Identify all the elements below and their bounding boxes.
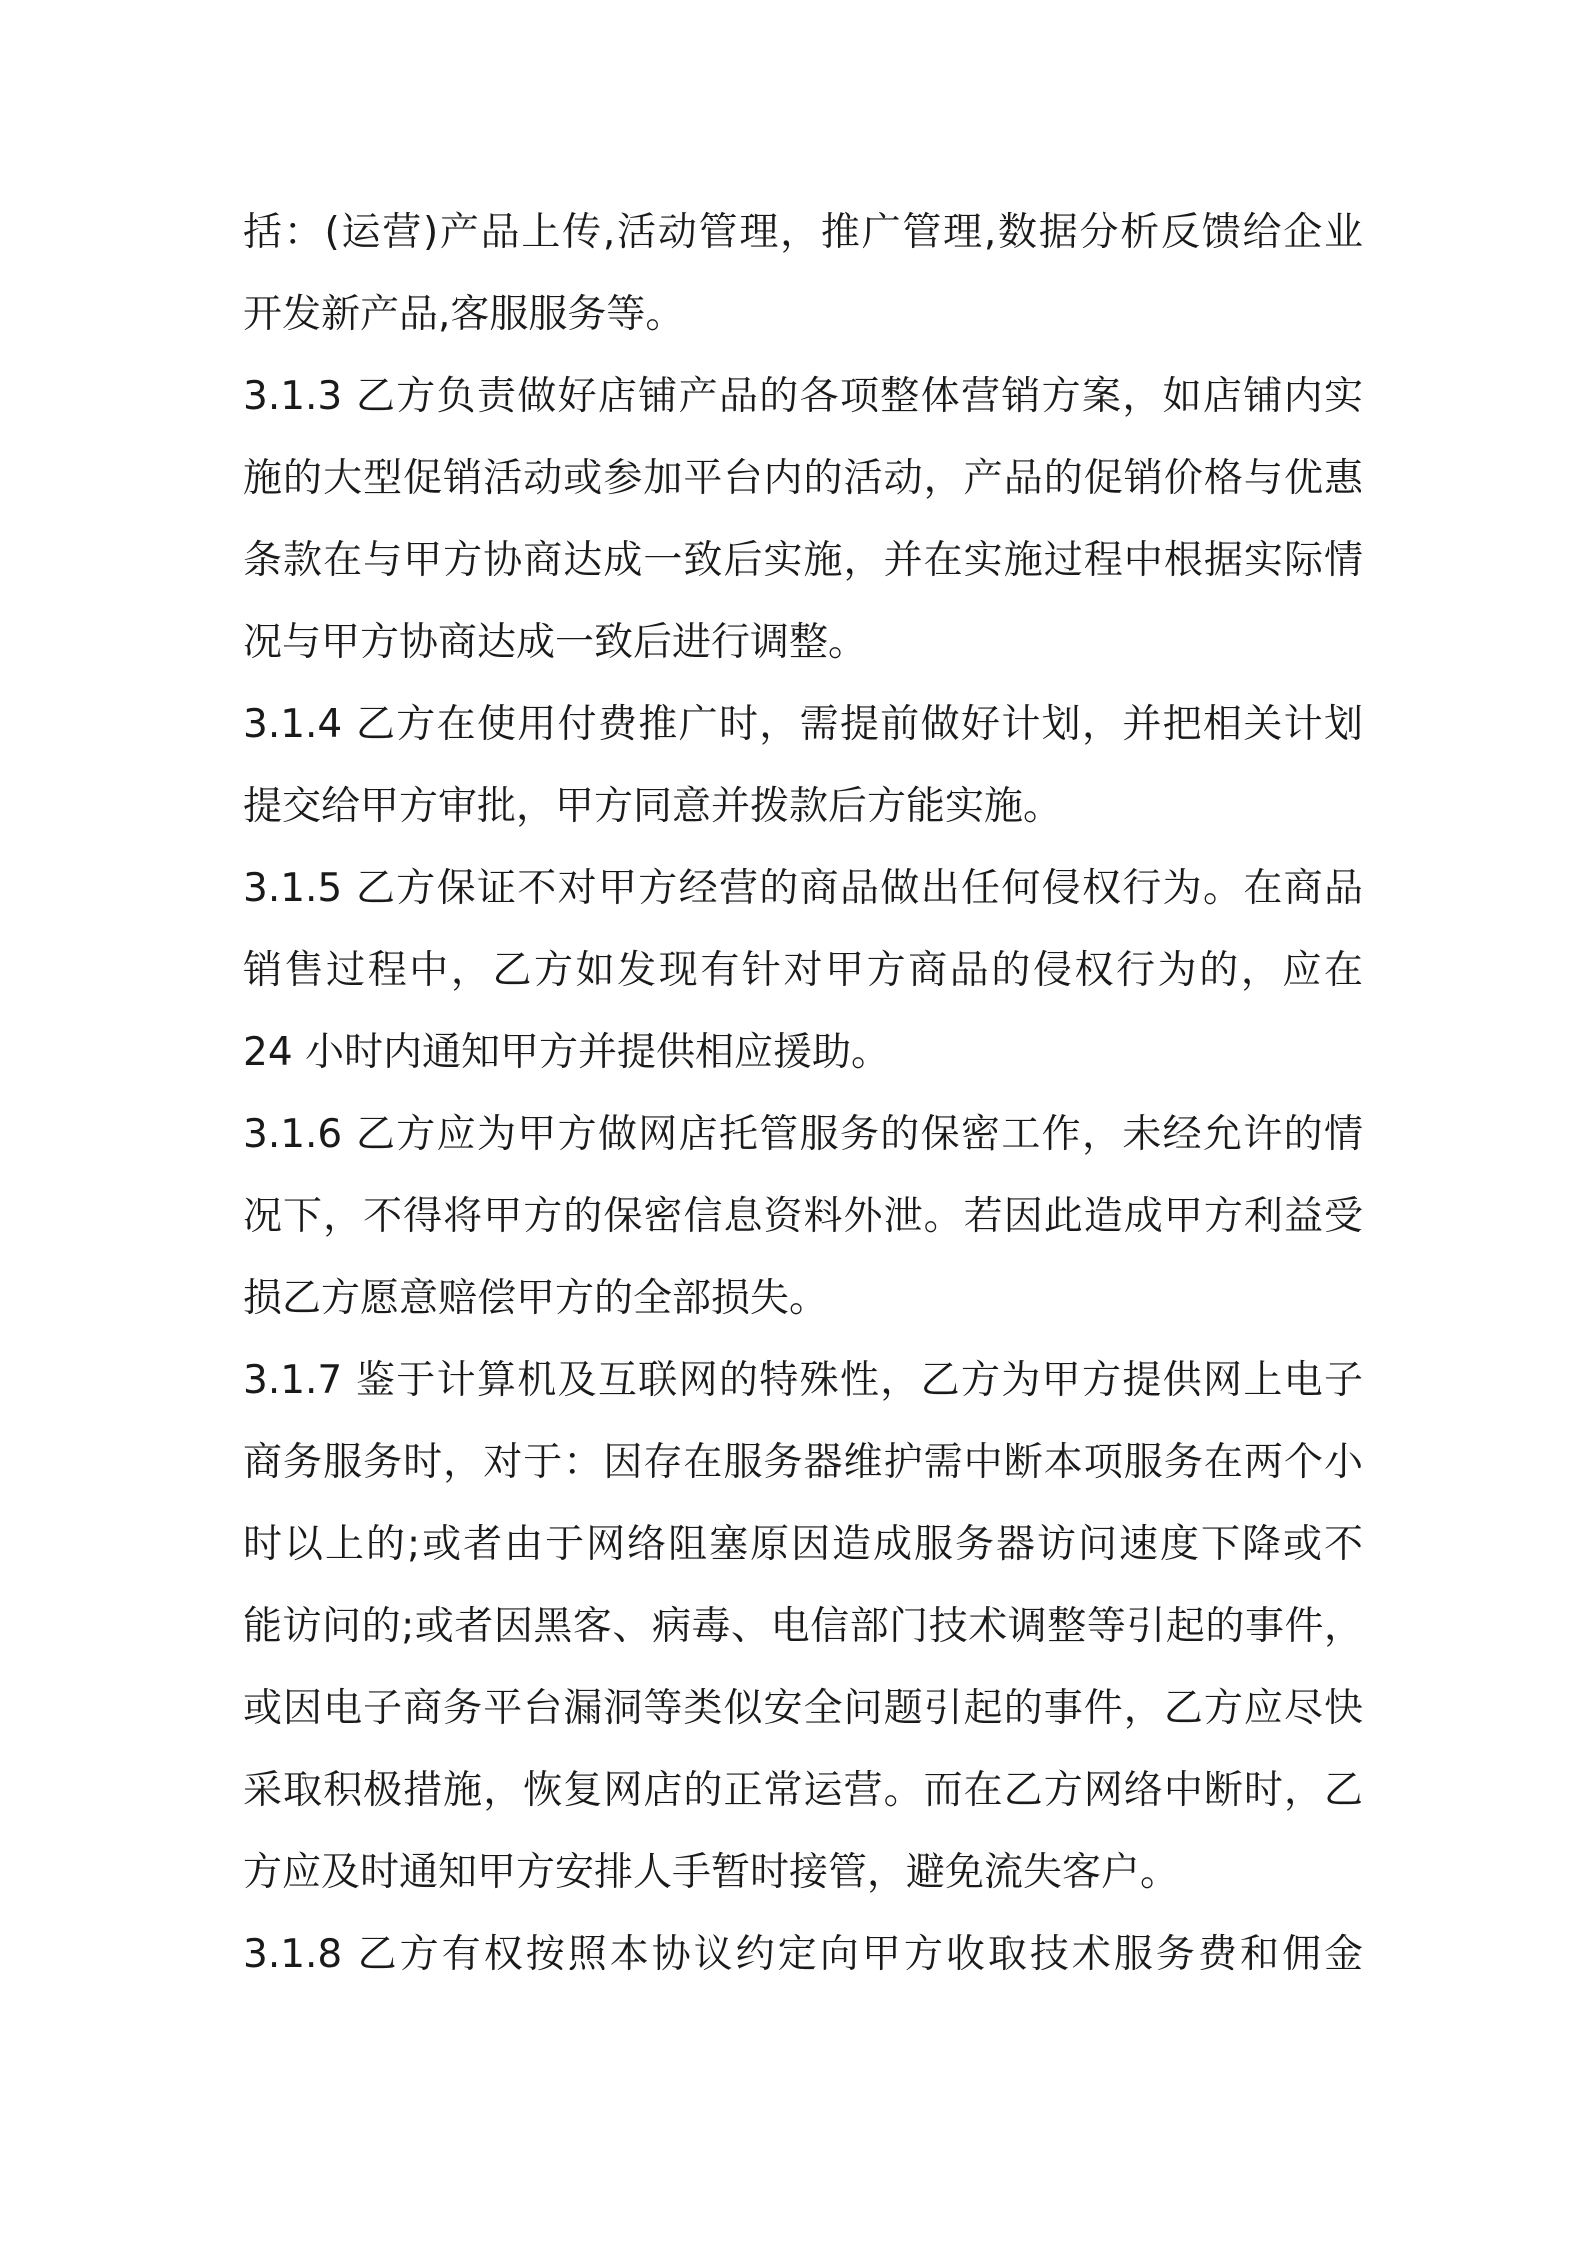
text-line: 况下，不得将甲方的保密信息资料外泄。若因此造成甲方利益受 [243,1194,1363,1239]
text-line: 时以上的;或者由于网络阻塞原因造成服务器访问速度下降或不 [243,1522,1363,1567]
text-line: 销售过程中，乙方如发现有针对甲方商品的侵权行为的，应在 [243,948,1363,993]
text-line: 条款在与甲方协商达成一致后实施，并在实施过程中根据实际情 [243,538,1363,583]
text-line: 提交给甲方审批，甲方同意并拨款后方能实施。 [243,784,1063,829]
text-line: 能访问的;或者因黑客、病毒、电信部门技术调整等引起的事件， [243,1604,1363,1649]
text-line: 采取积极措施，恢复网店的正常运营。而在乙方网络中断时，乙 [243,1768,1363,1813]
text-line: 况与甲方协商达成一致后进行调整。 [243,620,868,665]
text-line: 施的大型促销活动或参加平台内的活动，产品的促销价格与优惠 [243,456,1363,501]
text-line: 3.1.8 乙方有权按照本协议约定向甲方收取技术服务费和佣金 [243,1932,1363,1977]
text-line: 3.1.4 乙方在使用付费推广时，需提前做好计划，并把相关计划 [243,702,1363,747]
text-line: 24 小时内通知甲方并提供相应援助。 [243,1030,891,1075]
text-line: 3.1.5 乙方保证不对甲方经营的商品做出任何侵权行为。在商品 [243,866,1363,911]
text-line: 损乙方愿意赔偿甲方的全部损失。 [243,1276,829,1321]
text-line: 3.1.3 乙方负责做好店铺产品的各项整体营销方案，如店铺内实 [243,374,1363,419]
text-line: 开发新产品,客服服务等。 [243,292,685,337]
document-body [243,192,1363,1996]
text-line: 3.1.7 鉴于计算机及互联网的特殊性，乙方为甲方提供网上电子 [243,1358,1363,1403]
text-line: 3.1.6 乙方应为甲方做网店托管服务的保密工作，未经允许的情 [243,1112,1363,1157]
text-line: 或因电子商务平台漏洞等类似安全问题引起的事件，乙方应尽快 [243,1686,1363,1731]
text-line: 括：(运营)产品上传,活动管理，推广管理,数据分析反馈给企业 [243,210,1363,255]
text-line: 商务服务时，对于：因存在服务器维护需中断本项服务在两个小 [243,1440,1363,1485]
text-line: 方应及时通知甲方安排人手暂时接管，避免流失客户。 [243,1850,1180,1895]
